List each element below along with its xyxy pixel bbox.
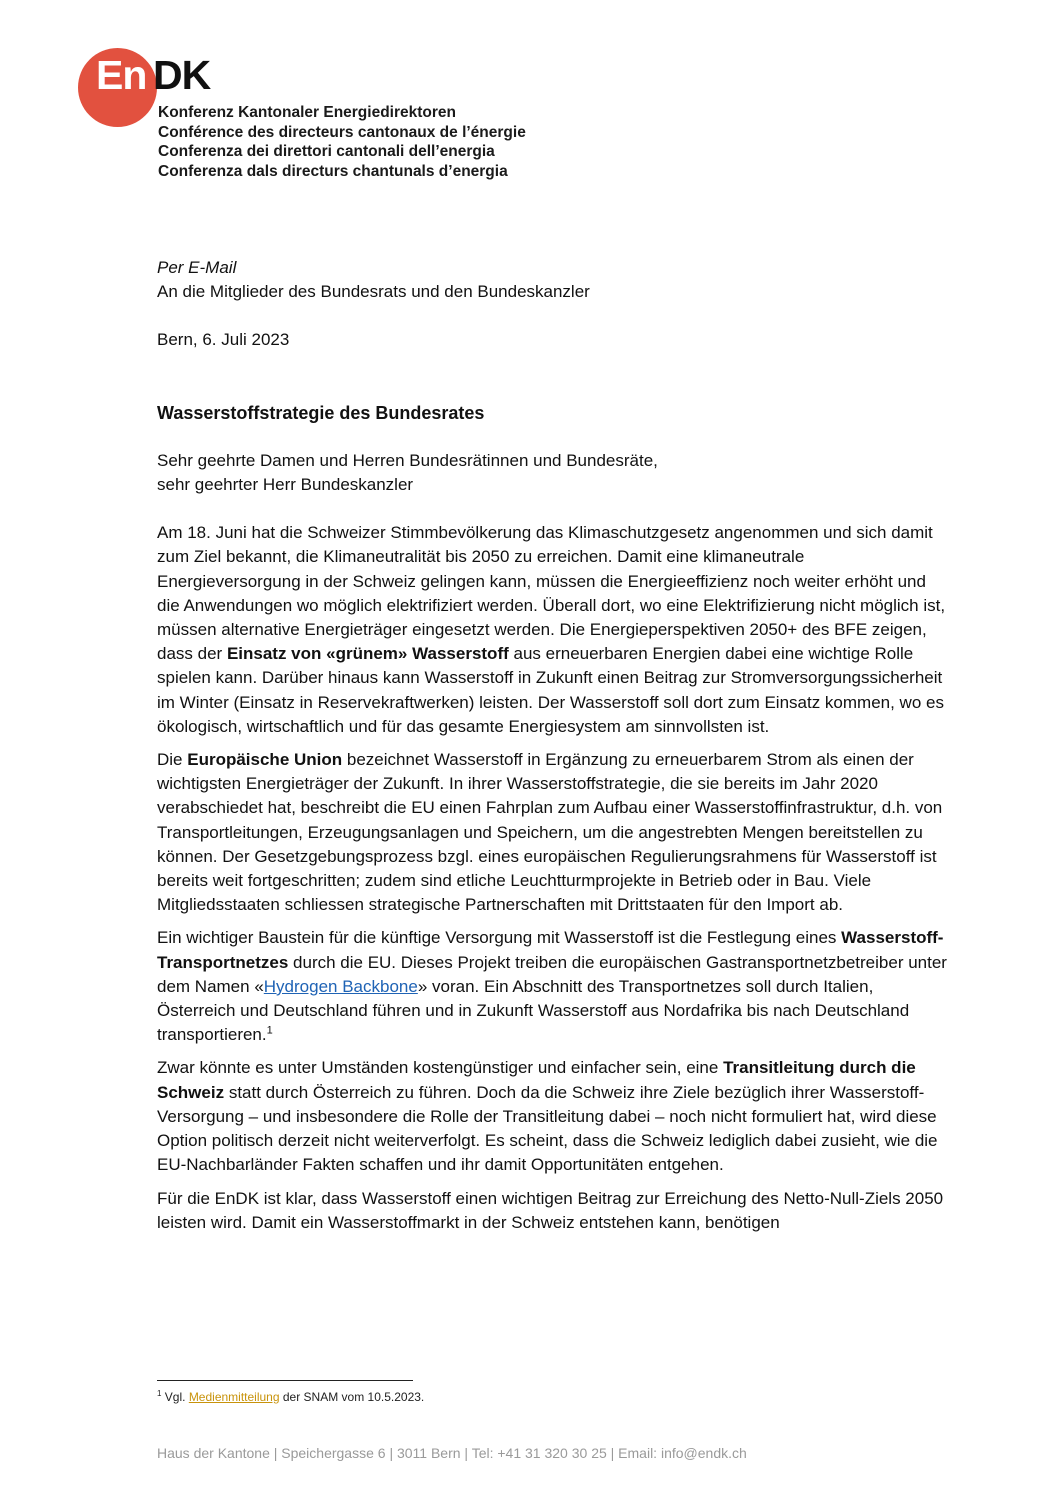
emphasis: Wasserstoff-Transportnetzes [157, 928, 944, 972]
org-name-de: Konferenz Kantonaler Energiedirektoren [158, 104, 457, 121]
salutation-line-1: Sehr geehrte Damen und Herren Bundesrätinnen und Bundesräte, [157, 450, 658, 470]
logo-mark-en: En [96, 52, 147, 98]
footnote [157, 1390, 424, 1404]
org-name-it: Conferenza dei direttori cantonali dell’energia [158, 143, 495, 160]
footnote-separator [157, 1380, 413, 1381]
paragraph-text: aus erneuerbaren Energien dabei eine wichtige Rolle spielen kann. Darüber hinaus kann Wasserstoff in Zukunft einen Beitrag zur Stromversorgungssicherheit im Winter (Einsatz in Reservekraftwerken) leisten. Der Wasserstoff soll dort zum Einsatz kommen, wo es ökologisch, wirtschaftlich und für das gesamte Energiesystem am sinnvollsten ist. [157, 644, 944, 736]
logo-organization-names [158, 103, 526, 181]
paragraph-5 [157, 1187, 947, 1235]
paragraph-text: Die [157, 750, 188, 770]
paragraph-text: Am 18. Juni hat die Schweizer Stimmbevölkerung das Klimaschutzgesetz angenommen und sich damit zum Ziel bekannt, die Klimaneutralität bis 2050 zu erreichen. Damit eine klimaneutrale Energieversorgung in der Schweiz gelingen kann, müssen die Energieeffizienz noch weiter erhöht und die Anwendungen wo möglich elektrifiziert werden. Überall dort, wo eine Elektrifizierung nicht möglich ist, müssen alternative Energieträger eingesetzt werden. Die Energieperspektiven 2050+ des BFE zeigen, dass der [157, 523, 946, 664]
subject-heading: Wasserstoffstrategie des Bundesrates [157, 402, 485, 423]
footnote-number: 1 [157, 1389, 162, 1398]
paragraph-2 [157, 748, 947, 917]
delivery-method: Per E-Mail [157, 258, 237, 277]
medienmitteilung-link[interactable]: Medienmitteilung [188, 1390, 280, 1404]
salutation-line-2: sehr geehrter Herr Bundeskanzler [157, 475, 414, 495]
recipient: An die Mitglieder des Bundesrats und den Bundeskanzler [157, 282, 590, 302]
org-name-rm: Conferenza dals directurs chantunals d’energia [158, 162, 508, 180]
emphasis: Transitleitung durch die Schweiz [157, 1058, 916, 1102]
logo-mark-dk: DK [153, 52, 211, 98]
emphasis: Europäische Union [187, 750, 343, 770]
paragraph-text: Zwar könnte es unter Umständen kostengünstiger und einfacher sein, eine [157, 1058, 724, 1078]
paragraph-text: » voran. Ein Abschnitt des Transportnetzes soll durch Italien, Österreich und Deutschland führen und in Zukunft Wasserstoff aus Nordafrika bis nach Deutschland transportieren. [157, 976, 910, 1045]
org-name-fr: Conférence des directeurs cantonaux de l’énergie [158, 123, 526, 141]
footnote-reference[interactable]: 1 [266, 1024, 273, 1037]
paragraph-text: Ein wichtiger Baustein für die künftige Versorgung mit Wasserstoff ist die Festlegung eines [157, 928, 842, 948]
paragraph-3 [157, 926, 947, 1047]
paragraph-text: durch die EU. Dieses Projekt treiben die europäischen Gastransportnetzbetreiber unter dem Namen « [157, 952, 947, 996]
page-footer-address: Haus der Kantone | Speichergasse 6 | 3011 Bern | Tel: +41 31 320 30 25 | Email: info@endk.ch [157, 1445, 747, 1461]
paragraph-1 [157, 521, 947, 739]
emphasis: Einsatz von «grünem» Wasserstoff [226, 644, 509, 664]
hydrogen-backbone-link[interactable]: Hydrogen Backbone [263, 976, 418, 996]
paragraph-text: statt durch Österreich zu führen. Doch da die Schweiz ihre Ziele bezüglich ihrer Wasserstoff-Versorgung – und insbesondere die Rolle der Transitleitung dabei – noch nicht formuliert hat, wird diese Option politisch derzeit nicht weiterverfolgt. Es scheint, dass die Schweiz lediglich dabei zusieht, wie die EU-Nachbarländer Fakten schaffen und ihr damit Opportunitäten entgehen. [157, 1082, 938, 1175]
footnote-text: der SNAM vom 10.5.2023. [279, 1390, 425, 1404]
paragraph-text: bezeichnet Wasserstoff in Ergänzung zu erneuerbarem Strom als einen der wichtigsten Energieträger der Zukunft. In ihrer Wasserstoffstrategie, die sie bereits im Jahr 2020 verabschiedet hat, beschreibt die EU einen Fahrplan zum Aufbau einer Wasserstoffinfrastruktur, d.h. von Transportleitungen, Erzeugungsanlagen und Speichern, um die angestrebten Mengen bereitstellen zu können. Der Gesetzgebungsprozess bzgl. eines europäischen Regulierungsrahmens für Wasserstoff ist bereits weit fortgeschritten; zudem sind etliche Leuchtturmprojekte in Betrieb oder in Bau. Viele Mitgliedsstaaten schliessen strategische Partnerschaften mit Drittstaaten für den Import ab. [157, 750, 943, 915]
paragraph-text: Für die EnDK ist klar, dass Wasserstoff einen wichtigen Beitrag zur Erreichung des Netto-Null-Ziels 2050 leisten wird. Damit ein Wasserstoffmarkt in der Schweiz entstehen kann, benötigen [157, 1188, 944, 1232]
footnote-text: Vgl. [161, 1390, 189, 1404]
paragraph-4 [157, 1056, 947, 1177]
letter-body [157, 256, 947, 1244]
place-date: Bern, 6. Juli 2023 [157, 330, 290, 350]
